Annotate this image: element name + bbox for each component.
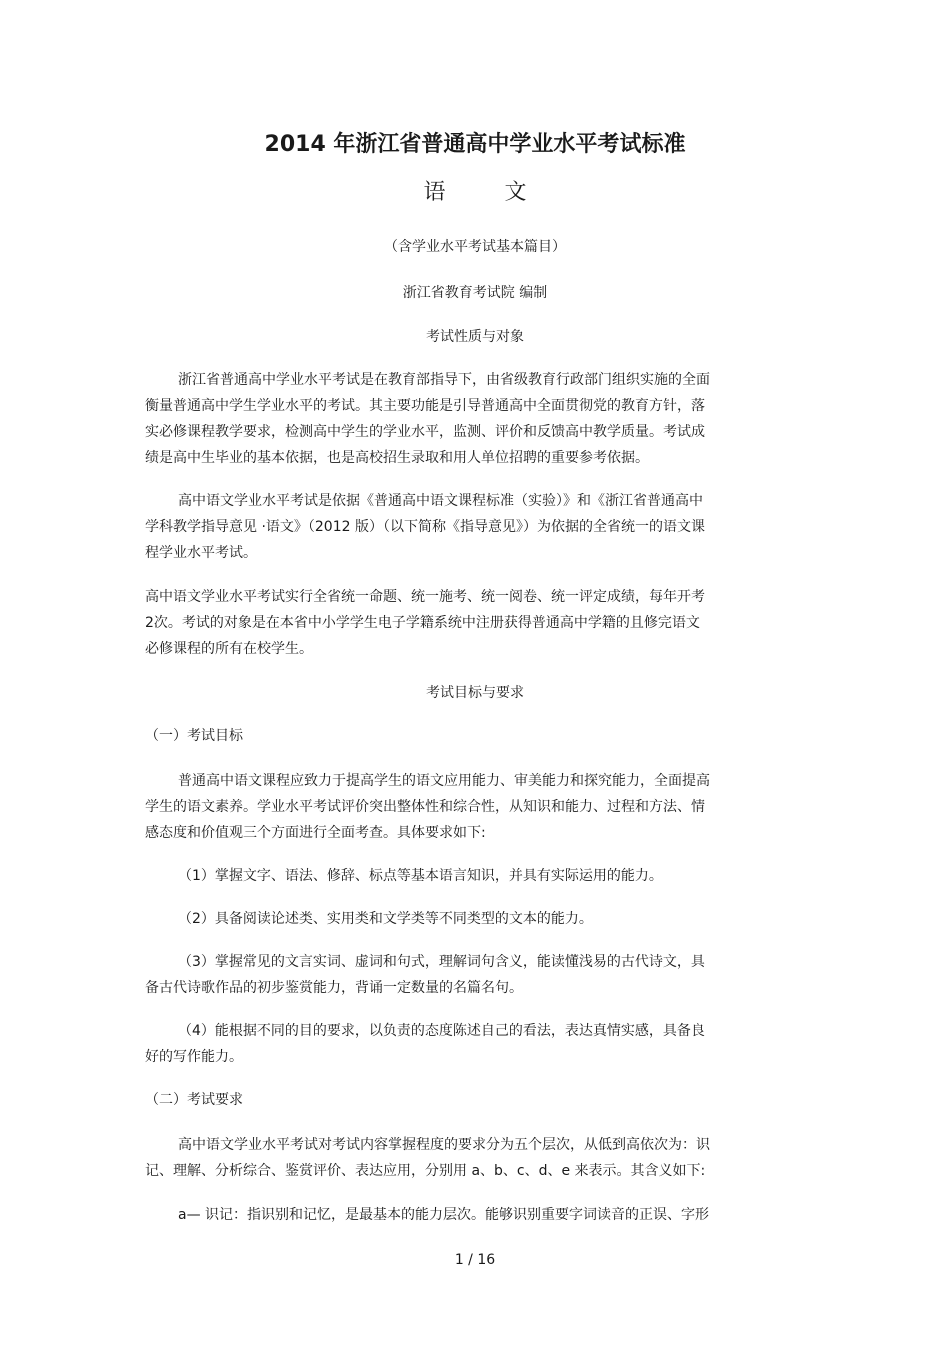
paragraph-line: 高中语文学业水平考试是依据《普通高中语文课程标准（实验）》和《浙江省普通高中 <box>178 493 703 509</box>
paragraph-line: 绩是高中生毕业的基本依据，也是高校招生录取和用人单位招聘的重要参考依据。 <box>145 450 649 466</box>
paragraph-line: 高中语文学业水平考试实行全省统一命题、统一施考、统一阅卷、统一评定成绩，每年开考 <box>145 589 705 605</box>
paragraph-line: 学科教学指导意见 ·语文》（2012 版）（以下简称《指导意见》）为依据的全省统一的语文课 <box>145 519 705 535</box>
list-item: （1）掌握文字、语法、修辞、标点等基本语言知识，并具有实际运用的能力。 <box>178 868 663 884</box>
paragraph-line: 高中语文学业水平考试对考试内容掌握程度的要求分为五个层次，从低到高依次为：识 <box>178 1137 710 1153</box>
section-heading-goals: 考试目标与要求 <box>426 685 524 701</box>
paragraph-line: 普通高中语文课程应致力于提高学生的语文应用能力、审美能力和探究能力，全面提高 <box>178 773 710 789</box>
paragraph-line: 浙江省普通高中学业水平考试是在教育部指导下，由省级教育行政部门组织实施的全面 <box>178 372 710 388</box>
paragraph-line: 必修课程的所有在校学生。 <box>145 641 313 657</box>
document-title: 2014 年浙江省普通高中学业水平考试标准 <box>264 132 686 157</box>
paragraph-line: 程学业水平考试。 <box>145 545 257 561</box>
list-item-continuation: 备古代诗歌作品的初步鉴赏能力，背诵一定数量的名篇名句。 <box>145 980 523 996</box>
paragraph-line: 感态度和价值观三个方面进行全面考查。具体要求如下: <box>145 825 486 841</box>
paragraph-line: 记、理解、分析综合、鉴赏评价、表达应用，分别用 a、b、c、d、e 来表示。其含义如下: <box>145 1163 706 1179</box>
paragraph-line: 衡量普通高中学生学业水平的考试。其主要功能是引导普通高中全面贯彻党的教育方针，落 <box>145 398 705 414</box>
list-item: （4）能根据不同的目的要求，以负责的态度陈述自己的看法，表达真情实感，具备良 <box>178 1023 705 1039</box>
list-item: （2）具备阅读论述类、实用类和文学类等不同类型的文本的能力。 <box>178 911 593 927</box>
paragraph-line: 学生的语文素养。学业水平考试评价突出整体性和综合性，从知识和能力、过程和方法、情 <box>145 799 705 815</box>
paragraph-line: 实必修课程教学要求，检测高中学生的学业水平，监测、评价和反馈高中教学质量。考试成 <box>145 424 705 440</box>
paragraph-line: a— 识记：指识别和记忆，是最基本的能力层次。能够识别重要字词读音的正误、字形 <box>178 1207 710 1223</box>
list-item-continuation: 好的写作能力。 <box>145 1049 243 1065</box>
subsection-heading-requirements: （二）考试要求 <box>145 1092 243 1108</box>
paragraph-line: 2次。考试的对象是在本省中小学学生电子学籍系统中注册获得普通高中学籍的且修完语文 <box>145 615 700 631</box>
section-heading-nature: 考试性质与对象 <box>426 329 524 345</box>
list-item: （3）掌握常见的文言实词、虚词和句式，理解词句含义，能读懂浅易的古代诗文，具 <box>178 954 705 970</box>
compiler-line: 浙江省教育考试院 编制 <box>402 285 548 301</box>
subject-title: 语 文 <box>423 180 553 205</box>
subsection-heading-goals: （一）考试目标 <box>145 728 243 744</box>
page-number: 1 / 16 <box>454 1252 496 1268</box>
subtitle: （含学业水平考试基本篇目） <box>384 239 566 255</box>
